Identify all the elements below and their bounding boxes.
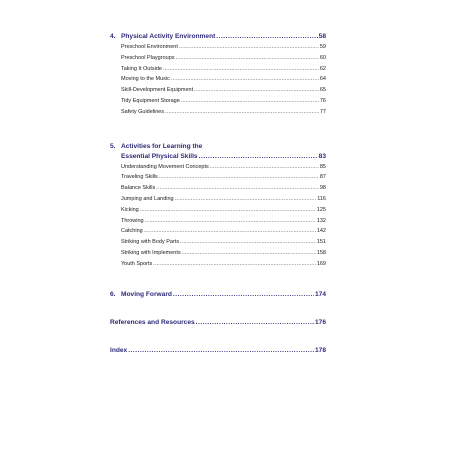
leader-dots: [216, 32, 317, 42]
entry-title: Striking with Implements: [121, 249, 181, 256]
toc-index[interactable]: [110, 346, 326, 356]
leader-dots: [199, 152, 318, 162]
entry-title: Skill-Development Equipment: [121, 87, 194, 94]
entry-title: Kicking: [121, 206, 139, 213]
leader-dots: [196, 318, 314, 328]
page-number: 169: [316, 260, 326, 267]
section-spacer: [110, 118, 326, 142]
entry-title: Taking It Outside: [121, 65, 162, 72]
table-of-contents: [110, 32, 326, 356]
leader-dots: [194, 85, 319, 96]
toc-chapter-4[interactable]: [110, 32, 326, 42]
leader-dots: [173, 290, 314, 300]
toc-entry[interactable]: [110, 226, 326, 237]
page-number: 64: [319, 76, 326, 83]
leader-dots: [128, 346, 314, 356]
entry-title: Traveling Skills: [121, 174, 158, 181]
chapter-number: 5.: [110, 142, 116, 150]
entry-title: Understanding Movement Concepts: [121, 163, 209, 170]
toc-entry[interactable]: [110, 96, 326, 107]
chapter-number: 4.: [110, 33, 116, 40]
leader-dots: [153, 259, 316, 270]
toc-entry[interactable]: [110, 162, 326, 173]
chapter-title: 4. Physical Activity Environment: [110, 33, 216, 40]
toc-entry[interactable]: [110, 259, 326, 270]
entry-title: Safety Guidelines: [121, 108, 165, 115]
leader-dots: [180, 237, 316, 248]
toc-entry[interactable]: [110, 248, 326, 259]
toc-references[interactable]: [110, 318, 326, 328]
toc-entry[interactable]: [110, 216, 326, 227]
entry-title: Striking with Body Parts: [121, 239, 180, 246]
page-number: 178: [314, 346, 326, 354]
toc-entry[interactable]: [110, 74, 326, 85]
chapter-number: 6.: [110, 290, 116, 298]
section-spacer: [110, 300, 326, 318]
leader-dots: [179, 42, 319, 53]
leader-dots: [181, 96, 319, 107]
page-number: 58: [318, 33, 326, 40]
chapter-title: 6. Moving Forward: [110, 290, 172, 298]
entry-title: Moving to the Music: [121, 76, 170, 83]
leader-dots: [156, 183, 319, 194]
entry-title: Jumping and Landing: [121, 195, 174, 202]
page-number: 116: [317, 195, 326, 202]
entry-title: Throwing: [121, 217, 144, 224]
section-title: References and Resources: [110, 318, 195, 326]
page-number: 176: [314, 318, 326, 326]
page-number: 174: [314, 290, 326, 298]
page-number: 132: [316, 217, 326, 224]
toc-entry[interactable]: [110, 237, 326, 248]
leader-dots: [145, 216, 316, 227]
page-number: 85: [319, 163, 326, 170]
page-number: 83: [318, 152, 326, 160]
chapter-title-continued: Essential Physical Skills: [121, 152, 198, 160]
toc-entry[interactable]: [110, 172, 326, 183]
page-number: 60: [319, 54, 326, 61]
toc-entry[interactable]: [110, 194, 326, 205]
leader-dots: [165, 107, 319, 118]
page-number: 62: [319, 65, 326, 72]
toc-entry[interactable]: [110, 183, 326, 194]
page-number: 59: [319, 44, 326, 50]
page-number: 76: [319, 97, 326, 104]
toc-entry[interactable]: [110, 53, 326, 64]
entry-title: Balance Skills: [121, 185, 156, 192]
leader-dots: [210, 162, 319, 173]
chapter-title: 5. Activities for Learning the: [110, 142, 203, 150]
leader-dots: [176, 53, 319, 64]
page-number: 77: [319, 108, 326, 115]
page-number: 125: [316, 206, 326, 213]
leader-dots: [140, 205, 316, 216]
leader-dots: [182, 248, 316, 259]
toc-chapter-6[interactable]: [110, 290, 326, 300]
leader-dots: [144, 226, 316, 237]
section-title: Index: [110, 346, 128, 354]
toc-entry[interactable]: [110, 42, 326, 53]
page-number: 98: [319, 185, 326, 192]
page-number: 87: [319, 174, 326, 181]
toc-entry[interactable]: [110, 205, 326, 216]
page-number: 158: [316, 249, 326, 256]
page-number: 142: [316, 228, 326, 235]
page-number: 151: [316, 239, 326, 246]
toc-entry[interactable]: [110, 85, 326, 96]
entry-title: Tidy Equipment Storage: [121, 97, 180, 104]
leader-dots: [159, 172, 319, 183]
entry-title: Preschool Playgroups: [121, 54, 175, 61]
toc-entry[interactable]: [110, 64, 326, 75]
entry-title: Preschool Environment: [121, 44, 178, 50]
leader-dots: [163, 64, 319, 75]
section-spacer: [110, 328, 326, 346]
entry-title: Catching: [121, 228, 143, 235]
entry-title: Youth Sports: [121, 260, 153, 267]
toc-chapter-5-line-2[interactable]: [110, 152, 326, 162]
leader-dots: [171, 74, 319, 85]
section-spacer: [110, 270, 326, 290]
leader-dots: [175, 194, 317, 205]
page-number: 65: [319, 87, 326, 94]
toc-entry[interactable]: [110, 107, 326, 118]
toc-chapter-5-line-1[interactable]: [110, 142, 326, 152]
